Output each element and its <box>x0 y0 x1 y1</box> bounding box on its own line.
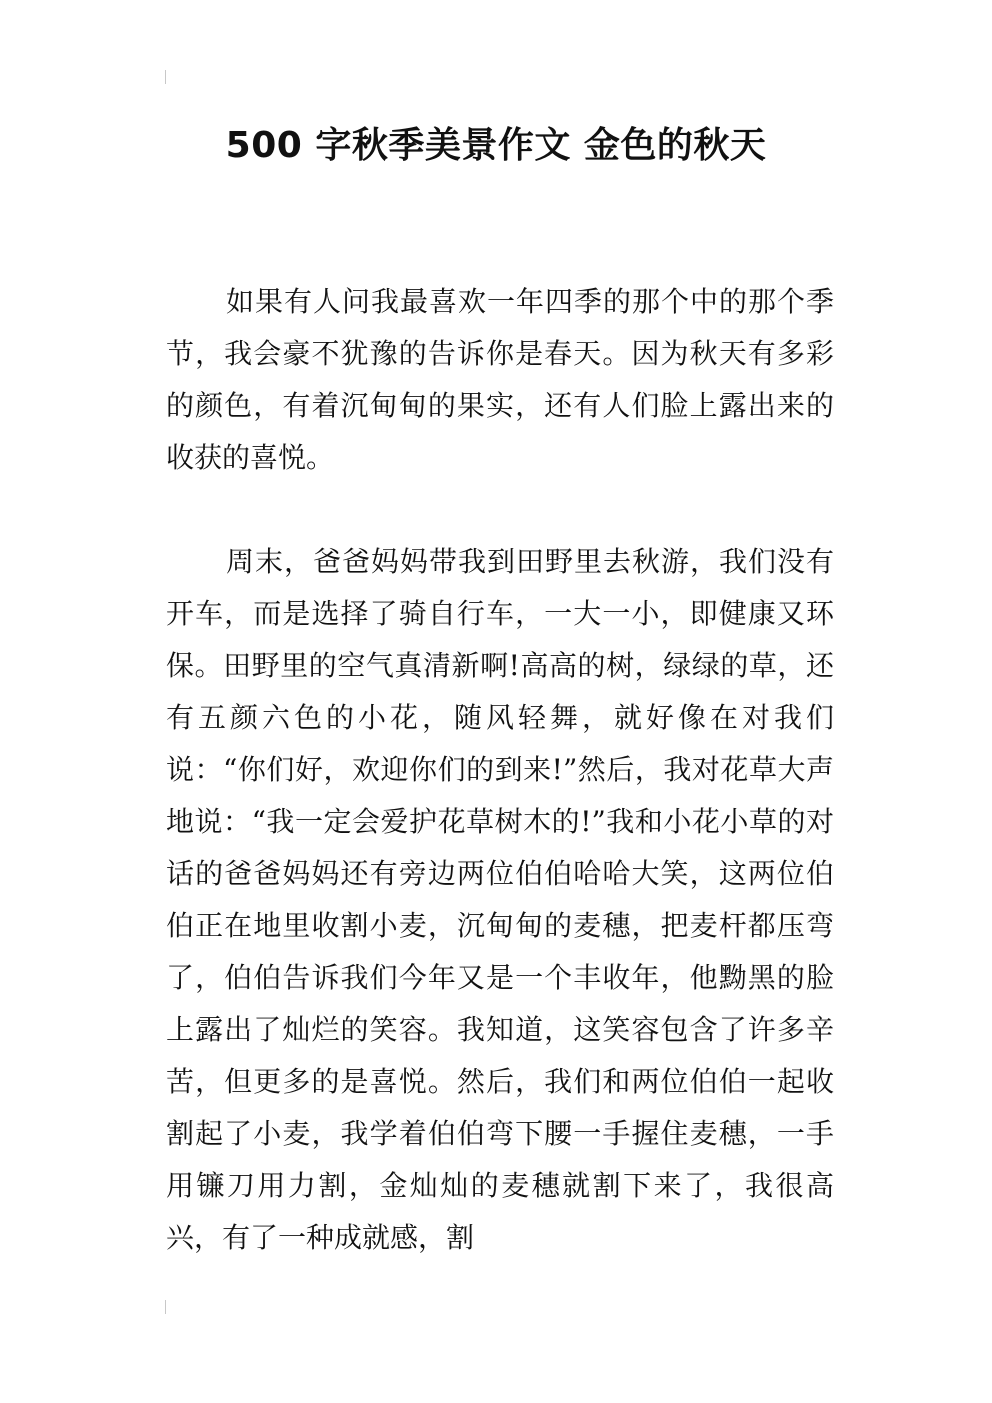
document-title: 500 字秋季美景作文 金色的秋天 <box>225 125 767 166</box>
document-body <box>166 276 834 1264</box>
paragraph-1: 如果有人问我最喜欢一年四季的那个中的那个季节，我会豪不犹豫的告诉你是春天。因为秋天有多彩的颜色，有着沉甸甸的果实，还有人们脸上露出来的收获的喜悦。 <box>166 285 834 474</box>
paragraph-2: 周末，爸爸妈妈带我到田野里去秋游，我们没有开车，而是选择了骑自行车，一大一小，即健康又环保。田野里的空气真清新啊!高高的树，绿绿的草，还有五颜六色的小花，随风轻舞，就好像在对我们说：“你们好，欢迎你们的到来!”然后，我对花草大声地说：“我一定会爱护花草树木的!”我和小花小草的对话的爸爸妈妈还有旁边两位伯伯哈哈大笑，这两位伯伯正在地里收割小麦，沉甸甸的麦穗，把麦杆都压弯了，伯伯告诉我们今年又是一个丰收年，他黝黑的脸上露出了灿烂的笑容。我知道，这笑容包含了许多辛苦，但更多的是喜悦。然后，我们和两位伯伯一起收割起了小麦，我学着伯伯弯下腰一手握住麦穗，一手用镰刀用力割，金灿灿的麦穗就割下来了，我很高兴，有了一种成就感，割 <box>166 545 834 1254</box>
crop-mark-bottom <box>165 1300 166 1314</box>
crop-mark-top <box>165 70 166 84</box>
